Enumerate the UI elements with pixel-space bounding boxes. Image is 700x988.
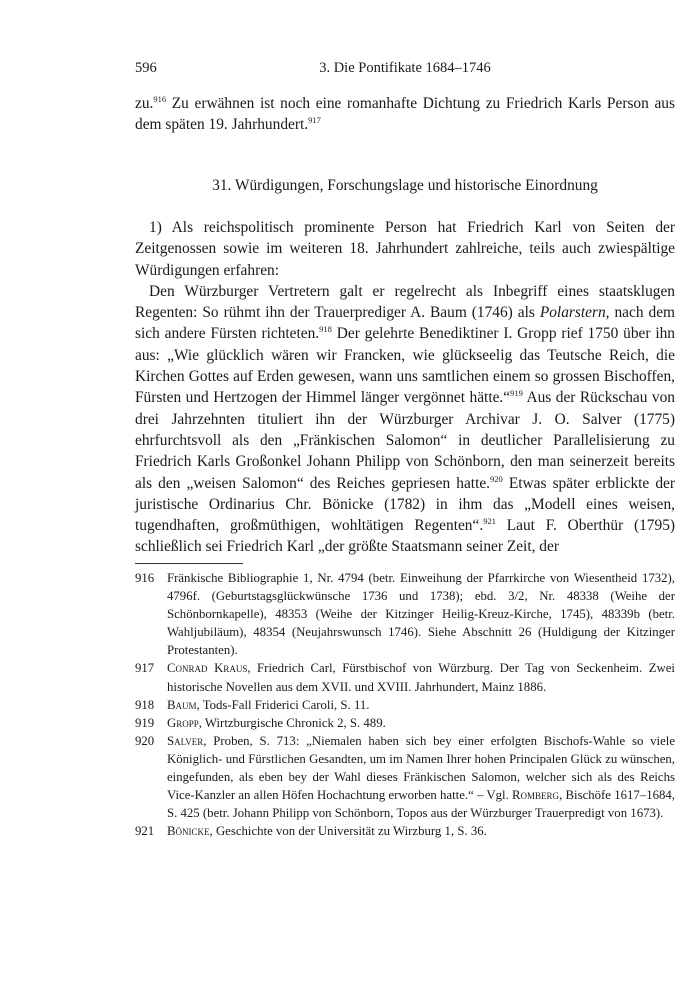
- running-header: [135, 60, 675, 82]
- footnote-text: , Wirtzburgische Chronick 2, S. 489.: [198, 715, 386, 730]
- footnote-text: , Friedrich Carl, Fürstbischof von Würzburg. Der Tag von Seckenheim. Zwei historische Novellen aus dem XVII. und XVIII. Jahrhundert, Mainz 1886.: [167, 661, 675, 694]
- footnote-ref-921[interactable]: 921: [483, 516, 496, 527]
- footnote-author: Bönicke: [167, 824, 210, 839]
- carryover-paragraph: [135, 93, 675, 136]
- footnote-text: , Proben, S. 713: „Niemalen haben sich bey einer erfolgten Bischofs-Wahle so viele Königlich- und Fürstlichen Gesandten, um im Namen Ihrer hohen Principalen Glück zu wünschen, eingefunden, als eben bey der Wahl dieses Fränkischen Salomon, welcher sich als des Reichs Vice-Kanzler an allen Höfen Hochachtung erworben hatte.“ – Vgl.: [167, 733, 675, 803]
- footnotes: [135, 569, 675, 840]
- footnote-author: Baum: [167, 697, 197, 712]
- footnote-number: 916: [135, 571, 155, 585]
- footnote-text: , Tods-Fall Friderici Caroli, S. 11.: [196, 697, 370, 712]
- carryover-text: Zu erwähnen ist noch eine romanhafte Dichtung zu Friedrich Karls Person aus dem späten 19. Jahrhundert.: [135, 95, 675, 134]
- footnote-ref-919[interactable]: 919: [510, 388, 523, 399]
- carryover-text: zu.: [135, 95, 154, 112]
- text-run: Den Würzburger Vertretern galt er regelrecht als Inbegriff eines staatsklugen Regenten: So rühmt ihn der Trauerprediger A. Baum (1746) als: [135, 282, 675, 322]
- footnote-ref-917[interactable]: 917: [308, 115, 321, 126]
- footnote-text: , Bischöfe 1617–1684, S. 425 (betr. Johann Philipp von Schönborn, Topos aus der Würzburger Trauerpredigt von 1673).: [167, 788, 675, 821]
- section-heading: 31. Würdigungen, Forschungslage und historische Einordnung: [212, 177, 598, 194]
- footnote-number: 919: [135, 715, 155, 730]
- footnote-921: [135, 822, 675, 840]
- footnote-text: Fränkische Bibliographie 1, Nr. 4794 (betr. Einweihung der Pfarrkirche von Wiesentheid 1732), 4796f. (Geburtstagsglückwünsche 1736 und 1738); ebd. 3/2, Nr. 48338 (Weihe der Schönbornkapelle), 48353 (Weihe der Kitzinger Heilig-Kreuz-Kirche, 1745), 48339b (betr. Wahljubiläum), 48354 (Neujahrswunsch 1746). Siehe Abschnitt 26 (Huldigung der Kitzinger Protestanten).: [167, 571, 675, 658]
- text-run: Etwas später erblickte der juristische Ordinarius Chr. Bönicke (1782) in ihm das „Modell eines weisen, tugendhaften, großmüthigen, wohltätigen Regenten“.: [135, 474, 675, 535]
- footnote-number: 921: [135, 824, 155, 839]
- text-run: Laut F. Oberthür (1795) schließlich sei Friedrich Karl „der größte Staatsmann seiner Zeit, der: [135, 517, 676, 556]
- footnote-918: [135, 696, 675, 714]
- footnote-author: Salver: [167, 733, 204, 748]
- running-title: 3. Die Pontifikate 1684–1746: [319, 60, 491, 76]
- footnote-920: [135, 732, 675, 822]
- footnote-916: [135, 569, 675, 659]
- footnote-author: Gropp: [167, 715, 199, 730]
- footnote-ref-918[interactable]: 918: [319, 324, 332, 335]
- footnote-divider: [135, 563, 243, 564]
- paragraph-1: 1) Als reichspolitisch prominente Person hat Friedrich Karl von Seiten der Zeitgenossen sowie im weiteren 18. Jahrhundert zahlreiche, teils auch zwiespältige Würdigungen erfahren:: [135, 219, 675, 279]
- footnote-number: 918: [135, 697, 155, 712]
- footnote-number: 917: [135, 661, 155, 676]
- footnote-text: , Geschichte von der Universität zu Wirzburg 1, S. 36.: [209, 824, 487, 839]
- footnote-917: [135, 659, 675, 695]
- page-number: 596: [135, 60, 157, 76]
- footnote-ref-916[interactable]: 916: [153, 94, 167, 104]
- footnote-author: Conrad Kraus: [167, 661, 248, 676]
- text-run: , nach dem sich andere Fürsten richteten.: [135, 304, 675, 343]
- footnote-author: Romberg: [512, 788, 560, 803]
- text-run: Der gelehrte Benediktiner I. Gropp rief 1750 über ihn aus: „Wie glücklich wären wir Francken, wie glückseelig das Teutsche Reich, die Kirchen Gottes auf Erden gewesen, wann uns samtlichen einem so grossen Bischoffen, Fürsten und Hertzogen der Himmel länger vergönnet hätte.“: [135, 325, 675, 407]
- italic-term: Polarstern: [539, 304, 606, 322]
- footnote-ref-920[interactable]: 920: [490, 473, 503, 484]
- footnote-number: 920: [135, 733, 155, 748]
- text-run: Aus der Rückschau von drei Jahrzehnten tituliert ihn der Würzburger Archivar J. O. Salver (1775) ehrfurchtsvoll als den „Fränkischen Salomon“ in deutlicher Parallelisierung zu Friedrich Karls Großonkel Johann Philipp von Schönborn, den man seinerzeit bereits als den „weisen Salomon“ des Reiches gepriesen hatte.: [135, 389, 675, 492]
- footnote-919: [135, 714, 675, 732]
- paragraph-2: [135, 281, 675, 558]
- main-text: [135, 217, 675, 558]
